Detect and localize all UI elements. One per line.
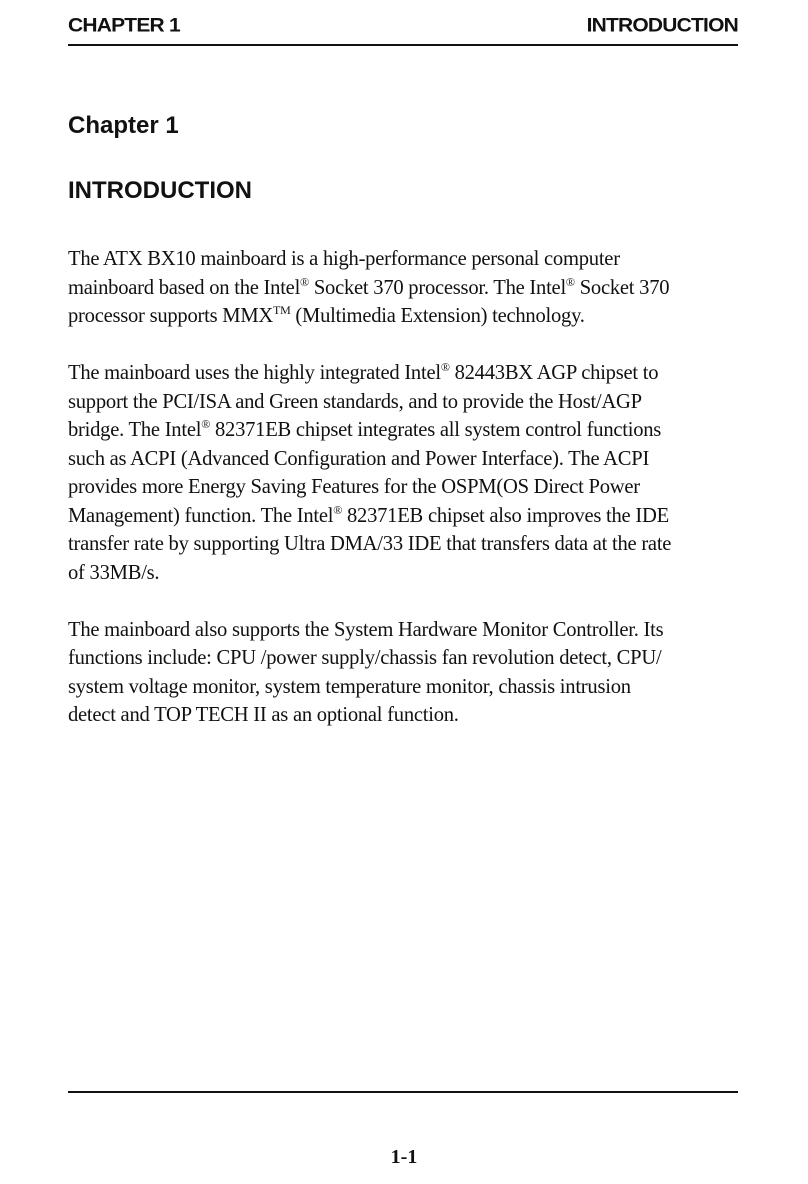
text-line xyxy=(68,359,740,388)
text-run: functions include: CPU /power supply/chassis fan revolution detect, CPU/ xyxy=(68,647,662,669)
paragraph xyxy=(68,616,740,730)
text-run: support the PCI/ISA and Green standards, and to provide the Host/AGP xyxy=(68,390,642,413)
text-run: bridge. The Intel xyxy=(68,419,202,441)
text-run: system voltage monitor, system temperature monitor, chassis intrusion xyxy=(68,675,631,698)
text-run: provides more Energy Saving Features for the OSPM(OS Direct Power xyxy=(68,476,640,498)
footer-rule xyxy=(68,1091,738,1093)
text-run: Management) function. The Intel xyxy=(68,504,334,527)
text-run: The ATX BX10 mainboard is a high-performance personal computer xyxy=(68,248,620,270)
text-line xyxy=(68,388,740,417)
text-run: 82371EB chipset also improves the IDE xyxy=(342,504,669,527)
text-line xyxy=(68,502,740,531)
header-chapter-label: CHAPTER 1 xyxy=(68,14,180,37)
text-line xyxy=(68,559,740,588)
text-run: processor supports MMX xyxy=(68,305,274,327)
paragraph xyxy=(68,359,740,587)
text-run: The mainboard uses the highly integrated Intel xyxy=(68,362,441,384)
text-line xyxy=(68,701,740,730)
superscript-mark: ® xyxy=(300,274,309,289)
text-run: Socket 370 processor. The Intel xyxy=(308,276,566,299)
chapter-number: Chapter 1 xyxy=(68,112,179,139)
superscript-mark: TM xyxy=(273,303,291,317)
superscript-mark: ® xyxy=(333,502,343,517)
text-run: transfer rate by supporting Ultra DMA/33 IDE that transfers data at the rate xyxy=(68,533,672,555)
text-line xyxy=(68,530,740,559)
paragraph xyxy=(68,245,740,331)
text-line xyxy=(68,274,740,303)
text-line xyxy=(68,644,740,673)
superscript-mark: ® xyxy=(565,274,575,289)
text-run: (Multimedia Extension) technology. xyxy=(290,305,585,327)
running-header xyxy=(68,12,738,46)
header-section-label: INTRODUCTION xyxy=(586,14,738,37)
text-run: 82443BX AGP chipset to xyxy=(449,362,659,384)
text-run: such as ACPI (Advanced Configuration and Power Interface). The ACPI xyxy=(68,447,650,470)
text-line xyxy=(68,302,740,331)
body-text xyxy=(68,245,740,758)
text-run: mainboard based on the Intel xyxy=(68,276,301,299)
text-run: detect and TOP TECH II as an optional function. xyxy=(68,704,459,726)
text-run: The mainboard also supports the System Hardware Monitor Controller. Its xyxy=(68,618,664,641)
text-line xyxy=(68,416,740,445)
superscript-mark: ® xyxy=(201,417,211,431)
text-line xyxy=(68,445,740,474)
text-line xyxy=(68,245,740,274)
text-line xyxy=(68,673,740,702)
text-run: of 33MB/s. xyxy=(68,561,160,584)
text-line xyxy=(68,473,740,502)
text-line xyxy=(68,616,740,645)
superscript-mark: ® xyxy=(440,360,450,374)
text-run: 82371EB chipset integrates all system control functions xyxy=(210,419,662,441)
text-run: Socket 370 xyxy=(574,276,670,299)
chapter-title: INTRODUCTION xyxy=(68,177,252,204)
page-number: 1-1 xyxy=(390,1146,418,1168)
